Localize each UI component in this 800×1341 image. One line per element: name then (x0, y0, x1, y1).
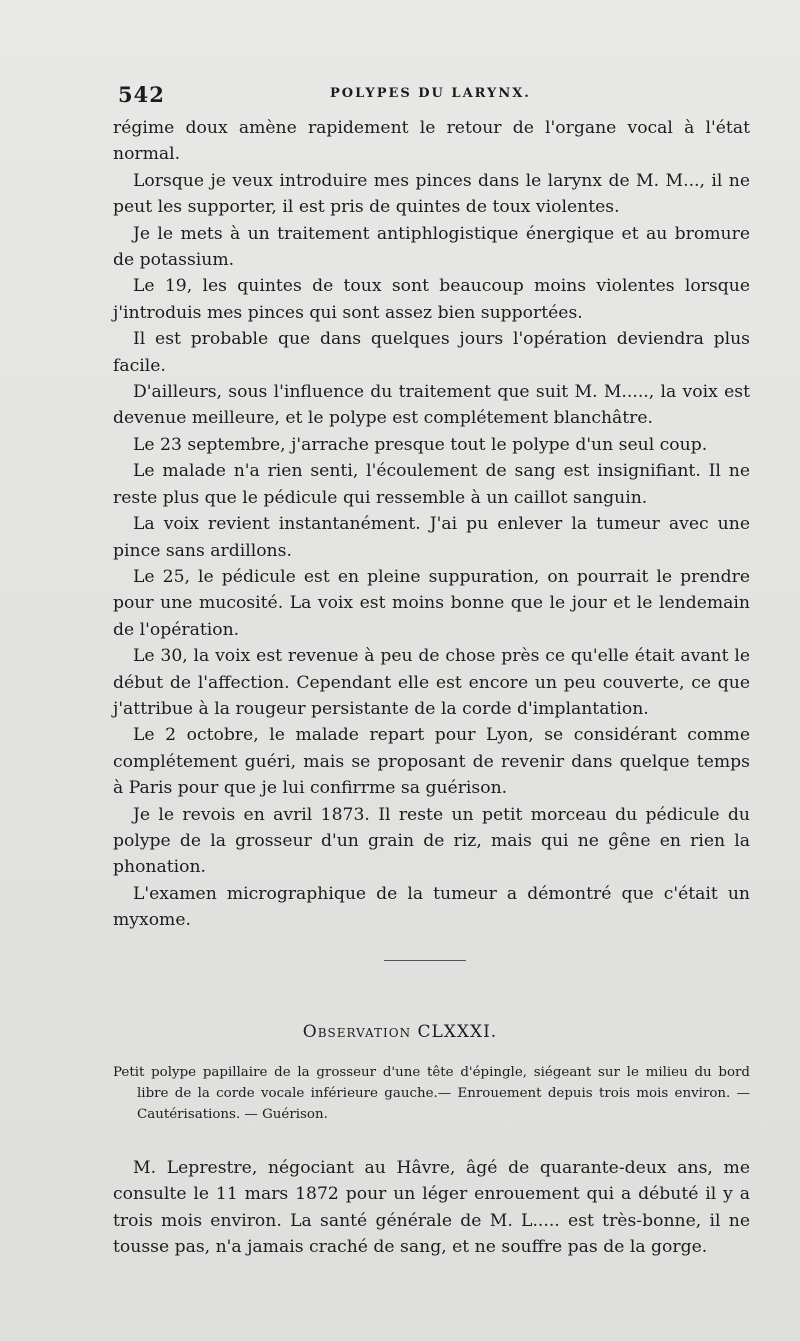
summary-text: Petit polype papillaire de la grosseur d'une tête d'épingle, siégeant sur le milieu du bord libre de la corde vocale inférieure gauche.— Enrouement depuis trois mois environ. — Cautérisations. — Guérison. (113, 1065, 750, 1122)
paragraph: L'examen micrographique de la tumeur a démontré que c'était un myxome. (113, 883, 750, 931)
paragraph: Le 23 septembre, j'arrache presque tout le polype d'un seul coup. (133, 434, 708, 455)
paragraph: Le malade n'a rien senti, l'écoulement de sang est insignifiant. Il ne reste plus que le pédicule qui ressemble à un caillot sanguin. (113, 461, 750, 508)
paragraph: Je le revois en avril 1873. Il reste un petit morceau du pédicule du polype de la grosseur d'un grain de riz, mais qui ne gêne en rien la phonation. (113, 804, 750, 878)
paragraph: Le 19, les quintes de toux sont beaucoup moins violentes lorsque j'introduis mes pinces qui sont assez bien supportées. (113, 276, 750, 323)
paragraph: La voix revient instantanément. J'ai pu enlever la tumeur avec une pince sans ardillons. (113, 514, 750, 561)
observation-summary (113, 1062, 750, 1125)
paragraph: Lorsque je veux introduire mes pinces dans le larynx de M. M..., il ne peut les supporter, il est pris de quintes de toux violentes. (113, 170, 750, 218)
observation-title-text: Observation CLXXXI. (302, 1022, 498, 1042)
page-number: 542 (118, 82, 165, 107)
running-head: POLYPES DU LARYNX. (330, 86, 531, 101)
page-header (118, 78, 758, 108)
observation-body (113, 1155, 750, 1261)
paragraph: Il est probable que dans quelques jours l'opération deviendra plus facile. (113, 329, 750, 376)
paragraph: régime doux amène rapidement le retour de l'organe vocal à l'état normal. (113, 118, 750, 165)
paragraph: Le 2 octobre, le malade repart pour Lyon, se considérant comme complétement guéri, mais se proposant de revenir dans quelque temps à Paris pour que je lui confirrme sa guérison. (113, 725, 750, 799)
paragraph: Le 30, la voix est revenue à peu de chose près ce qu'elle était avant le début de l'affection. Cependant elle est encore un peu couverte, ce que j'attribue à la rougeur persistante de la corde d'implantation. (113, 646, 750, 719)
case-continuation-text (113, 115, 750, 934)
paragraph: M. Leprestre, négociant au Hâvre, âgé de quarante-deux ans, me consulte le 11 mars 1872 pour un léger enrouement qui a débuté il y a trois mois environ. La santé générale de M. L..... est très-bonne, il ne tousse pas, n'a jamais craché de sang, et ne souffre pas de la gorge. (113, 1158, 750, 1258)
section-divider (384, 960, 466, 961)
observation-title (0, 1022, 800, 1042)
paragraph: Je le mets à un traitement antiphlogistique énergique et au bromure de potassium. (113, 223, 750, 271)
paragraph: D'ailleurs, sous l'influence du traitement que suit M. M....., la voix est devenue meilleure, et le polype est complétement blanchâtre. (113, 382, 750, 429)
paragraph: Le 25, le pédicule est en pleine suppuration, on pourrait le prendre pour une mucosité. La voix est moins bonne que le jour et le lendemain de l'opération. (113, 566, 750, 640)
